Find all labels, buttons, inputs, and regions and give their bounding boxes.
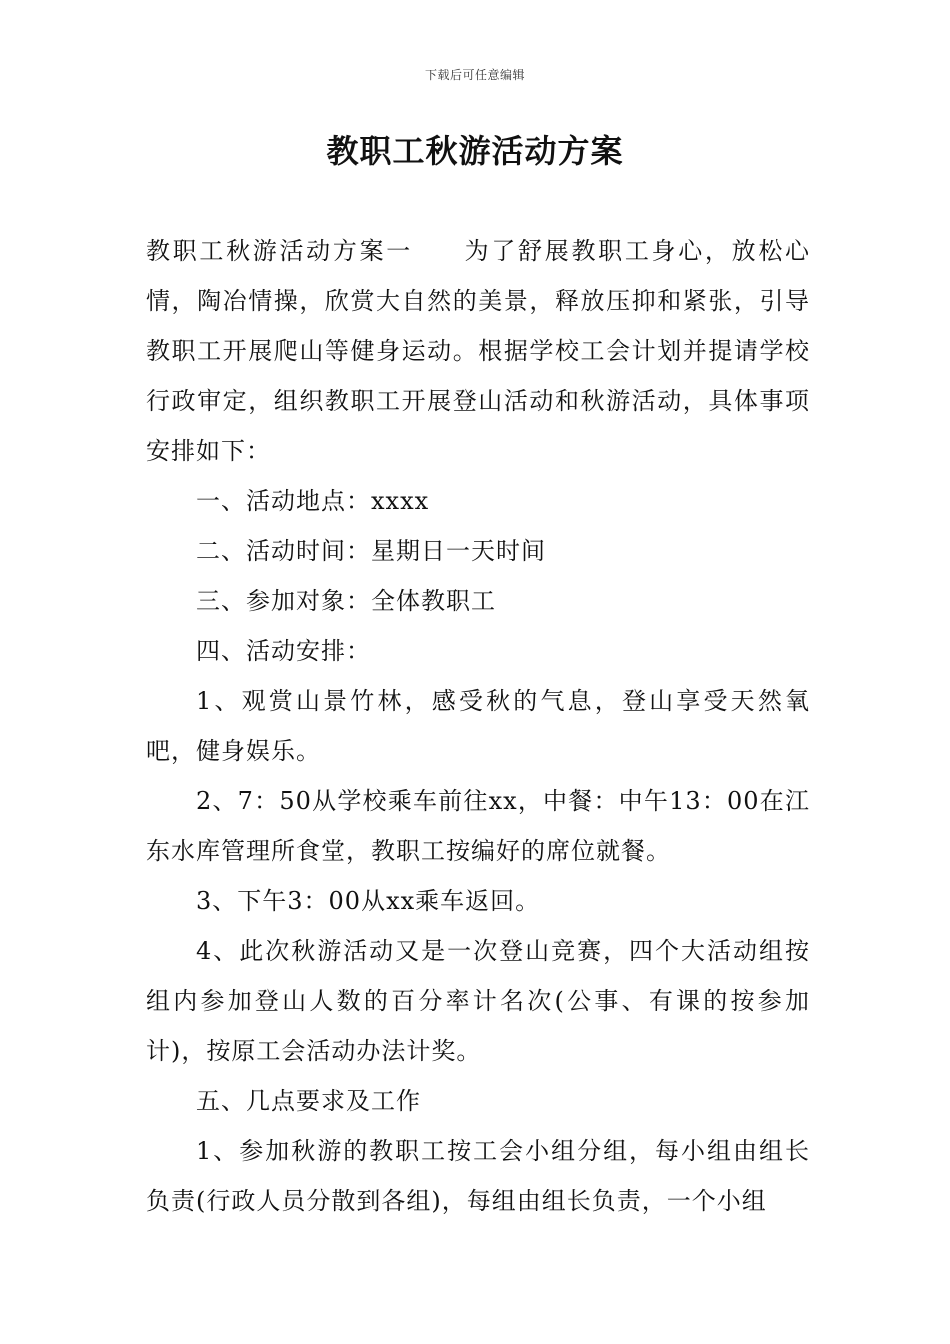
section-participants: 三、参加对象：全体教职工 [196,587,496,615]
document-body [146,226,810,1226]
arrangement-item-4: 4、此次秋游活动又是一次登山竞赛，四个大活动组按组内参加登山人数的百分率计名次(公事、有课的按参加计)，按原工会活动办法计奖。 [146,937,810,1065]
intro-text: 为了舒展教职工身心，放松心情，陶冶情操，欣赏大自然的美景，释放压抑和紧张，引导教职工开展爬山等健身运动。根据学校工会计划并提请学校行政审定，组织教职工开展登山活动和秋游活动，具体事项安排如下： [146,237,811,465]
requirement-item-1: 1、参加秋游的教职工按工会小组分组，每小组由组长负责(行政人员分散到各组)，每组由组长负责，一个小组 [146,1137,810,1215]
intro-lead: 教职工秋游活动方案一 [146,237,413,265]
document-title: 教职工秋游活动方案 [326,132,624,170]
section-requirements: 五、几点要求及工作 [196,1087,421,1115]
section-arrangement: 四、活动安排： [196,637,371,665]
header-note: 下载后可任意编辑 [424,68,525,82]
arrangement-item-3: 3、下午3：00从xx乘车返回。 [196,887,541,915]
section-time: 二、活动时间：星期日一天时间 [196,537,546,565]
intro-paragraph [146,226,810,476]
section-location: 一、活动地点：xxxx [196,487,430,515]
arrangement-item-2: 2、7：50从学校乘车前往xx，中餐：中午13：00在江东水库管理所食堂，教职工按编好的席位就餐。 [146,787,810,865]
arrangement-item-1: 1、观赏山景竹林，感受秋的气息，登山享受天然氧吧，健身娱乐。 [146,687,810,765]
